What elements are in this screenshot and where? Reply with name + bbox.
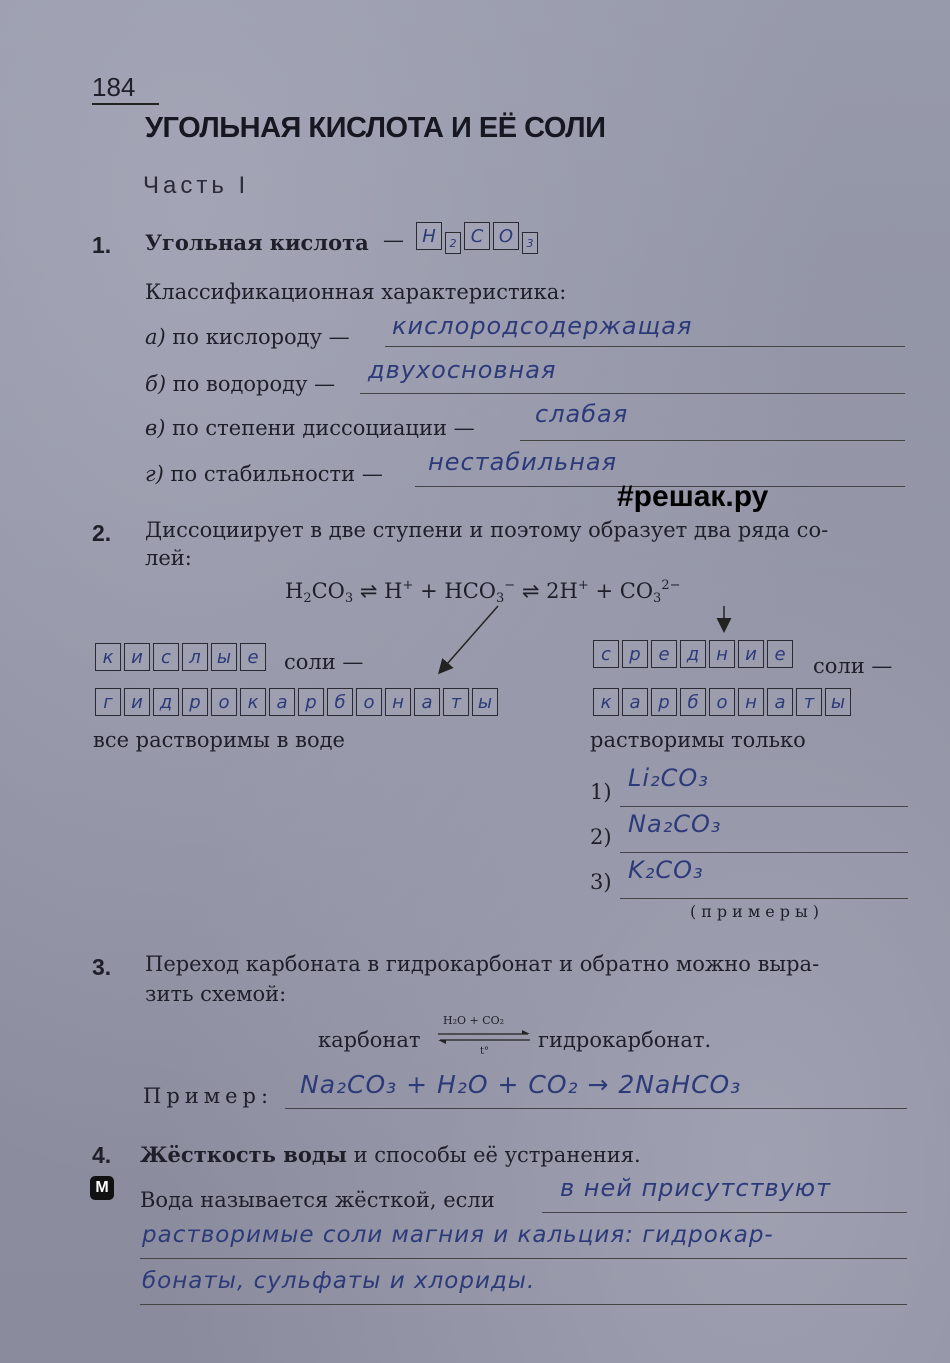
item-letter: б) bbox=[145, 372, 167, 396]
answer-line bbox=[620, 806, 908, 807]
example-number-2: 2) bbox=[590, 825, 612, 849]
q4-answer-3[interactable]: бонаты, сульфаты и хлориды. bbox=[142, 1268, 536, 1294]
acid-salts-label: соли — bbox=[284, 650, 364, 674]
middle-salts-label: соли — bbox=[813, 654, 893, 678]
q4-number: 4. bbox=[92, 1142, 112, 1168]
answer-line bbox=[620, 898, 908, 899]
answer-cell[interactable]: ы bbox=[211, 643, 237, 671]
example-equation-answer[interactable]: Na₂CO₃ + H₂O + CO₂ → 2NaHCO₃ bbox=[300, 1070, 742, 1099]
answer-cell[interactable]: б bbox=[327, 688, 353, 716]
answer-cell[interactable]: е bbox=[651, 640, 677, 668]
answer-cell[interactable]: ы bbox=[825, 688, 851, 716]
q1-label: Угольная кислота bbox=[145, 230, 369, 255]
answer-cell[interactable]: т bbox=[796, 688, 822, 716]
q1-answer-d[interactable]: нестабильная bbox=[428, 448, 618, 476]
answer-cell[interactable]: и bbox=[124, 643, 150, 671]
answer-cell[interactable]: б bbox=[680, 688, 706, 716]
answer-cell[interactable]: к bbox=[593, 688, 619, 716]
example-label: Пример: bbox=[143, 1084, 274, 1108]
formula-cell[interactable]: C bbox=[464, 222, 490, 250]
answer-cell[interactable]: к bbox=[95, 643, 121, 671]
answer-cell[interactable]: е bbox=[767, 640, 793, 668]
page-title: УГОЛЬНАЯ КИСЛОТА И ЕЁ СОЛИ bbox=[145, 112, 606, 144]
acid-salts-note: все растворимы в воде bbox=[93, 728, 345, 752]
q4-answer-1[interactable]: в ней присутствуют bbox=[560, 1174, 832, 1202]
dissociation-equation: H2CO3 ⇌ H+ + HCO3− ⇌ $2H^+ + CO3^{2-}$ bbox=[285, 578, 681, 606]
answer-cell[interactable]: а bbox=[269, 688, 295, 716]
scheme-right: гидрокарбонат. bbox=[538, 1028, 712, 1052]
q1-answer-c[interactable]: слабая bbox=[535, 400, 629, 428]
middle-salts-note: растворимы только bbox=[590, 728, 806, 752]
answer-cell[interactable]: ы bbox=[472, 688, 498, 716]
answer-cell[interactable]: а bbox=[622, 688, 648, 716]
answer-cell[interactable]: о bbox=[211, 688, 237, 716]
q2-text-2: лей: bbox=[145, 546, 192, 570]
part-label: Часть I bbox=[143, 172, 250, 199]
q1-answer-b[interactable]: двухосновная bbox=[368, 356, 557, 384]
item-label: по водороду — bbox=[172, 372, 336, 396]
answer-cell[interactable]: с bbox=[153, 643, 179, 671]
answer-cell[interactable]: г bbox=[95, 688, 121, 716]
item-label: по степени диссоциации — bbox=[172, 416, 475, 440]
answer-cell[interactable]: с bbox=[593, 640, 619, 668]
example-number-1: 1) bbox=[590, 780, 612, 804]
answer-cell[interactable]: р bbox=[298, 688, 324, 716]
answer-line bbox=[542, 1212, 907, 1213]
q1-answer-a[interactable]: кислородсодержащая bbox=[392, 312, 693, 340]
answer-cell[interactable]: е bbox=[240, 643, 266, 671]
q4-title-bold: Жёсткость воды bbox=[140, 1142, 347, 1167]
q2-number: 2. bbox=[92, 520, 112, 546]
q4-text: Вода называется жёсткой, если bbox=[140, 1188, 495, 1212]
acid-salt-cells bbox=[95, 643, 266, 671]
q1-dash: — bbox=[383, 228, 404, 252]
answer-cell[interactable]: о bbox=[709, 688, 735, 716]
equilibrium-arrow-icon: ⇌ bbox=[521, 579, 540, 603]
answer-cell[interactable]: р bbox=[651, 688, 677, 716]
q3-text-1: Переход карбоната в гидрокарбонат и обратно можно выра- bbox=[145, 952, 820, 976]
example-number-3: 3) bbox=[590, 870, 612, 894]
acid-salt-name-cells bbox=[95, 688, 498, 716]
scheme-bottom-label: t° bbox=[480, 1046, 490, 1057]
equilibrium-arrow-icon: ⇌ bbox=[359, 579, 378, 603]
item-letter: г) bbox=[145, 462, 164, 486]
item-letter: а) bbox=[145, 325, 166, 349]
answer-cell[interactable]: а bbox=[767, 688, 793, 716]
scheme-top-label: H₂O + CO₂ bbox=[443, 1014, 505, 1027]
answer-cell[interactable]: о bbox=[356, 688, 382, 716]
q4-answer-2[interactable]: растворимые соли магния и кальция: гидрокар- bbox=[142, 1222, 774, 1248]
answer-cell[interactable]: н bbox=[709, 640, 735, 668]
answer-cell[interactable]: н bbox=[738, 688, 764, 716]
answer-line bbox=[285, 1108, 907, 1109]
arrow-to-acid-salts bbox=[440, 606, 498, 672]
formula-cell[interactable]: H bbox=[416, 222, 442, 250]
item-label: по кислороду — bbox=[172, 325, 350, 349]
watermark: #решак.ру bbox=[617, 480, 769, 513]
reversible-arrow-icon bbox=[436, 1030, 532, 1046]
item-letter: в) bbox=[145, 416, 166, 440]
answer-cell[interactable]: д bbox=[680, 640, 706, 668]
q3-text-2: зить схемой: bbox=[145, 982, 287, 1006]
answer-cell[interactable]: р bbox=[622, 640, 648, 668]
q2-text-1: Диссоциирует в две ступени и поэтому образует два ряда со- bbox=[145, 518, 829, 542]
method-icon: М bbox=[90, 1176, 114, 1200]
answer-cell[interactable]: н bbox=[385, 688, 411, 716]
scheme-left: карбонат bbox=[318, 1028, 421, 1052]
page-number: 184 bbox=[92, 72, 159, 105]
answer-cell[interactable]: к bbox=[240, 688, 266, 716]
middle-salt-cells bbox=[593, 640, 793, 668]
example-answer-2[interactable]: Na₂CO₃ bbox=[628, 810, 722, 838]
middle-salt-name-cells bbox=[593, 688, 851, 716]
formula-cell[interactable]: O bbox=[493, 222, 519, 250]
q1-number: 1. bbox=[92, 232, 112, 258]
answer-cell[interactable]: а bbox=[414, 688, 440, 716]
q1-classification: Классификационная характеристика: bbox=[145, 280, 567, 304]
answer-cell[interactable]: т bbox=[443, 688, 469, 716]
q4-title-rest: и способы её устранения. bbox=[353, 1143, 641, 1167]
examples-caption: (примеры) bbox=[690, 902, 824, 921]
answer-line bbox=[140, 1258, 907, 1259]
item-label: по стабильности — bbox=[170, 462, 383, 486]
answer-cell[interactable]: л bbox=[182, 643, 208, 671]
answer-cell[interactable]: д bbox=[153, 688, 179, 716]
q4-title bbox=[140, 1142, 641, 1167]
formula-cell[interactable]: 3 bbox=[522, 232, 538, 254]
q3-number: 3. bbox=[92, 954, 112, 980]
answer-cell[interactable]: и bbox=[124, 688, 150, 716]
example-answer-1[interactable]: Li₂CO₃ bbox=[628, 764, 709, 792]
answer-cell[interactable]: и bbox=[738, 640, 764, 668]
answer-cell[interactable]: р bbox=[182, 688, 208, 716]
answer-line bbox=[140, 1304, 907, 1305]
formula-cell[interactable]: 2 bbox=[445, 232, 461, 254]
example-answer-3[interactable]: K₂CO₃ bbox=[628, 856, 704, 884]
answer-line bbox=[620, 852, 908, 853]
